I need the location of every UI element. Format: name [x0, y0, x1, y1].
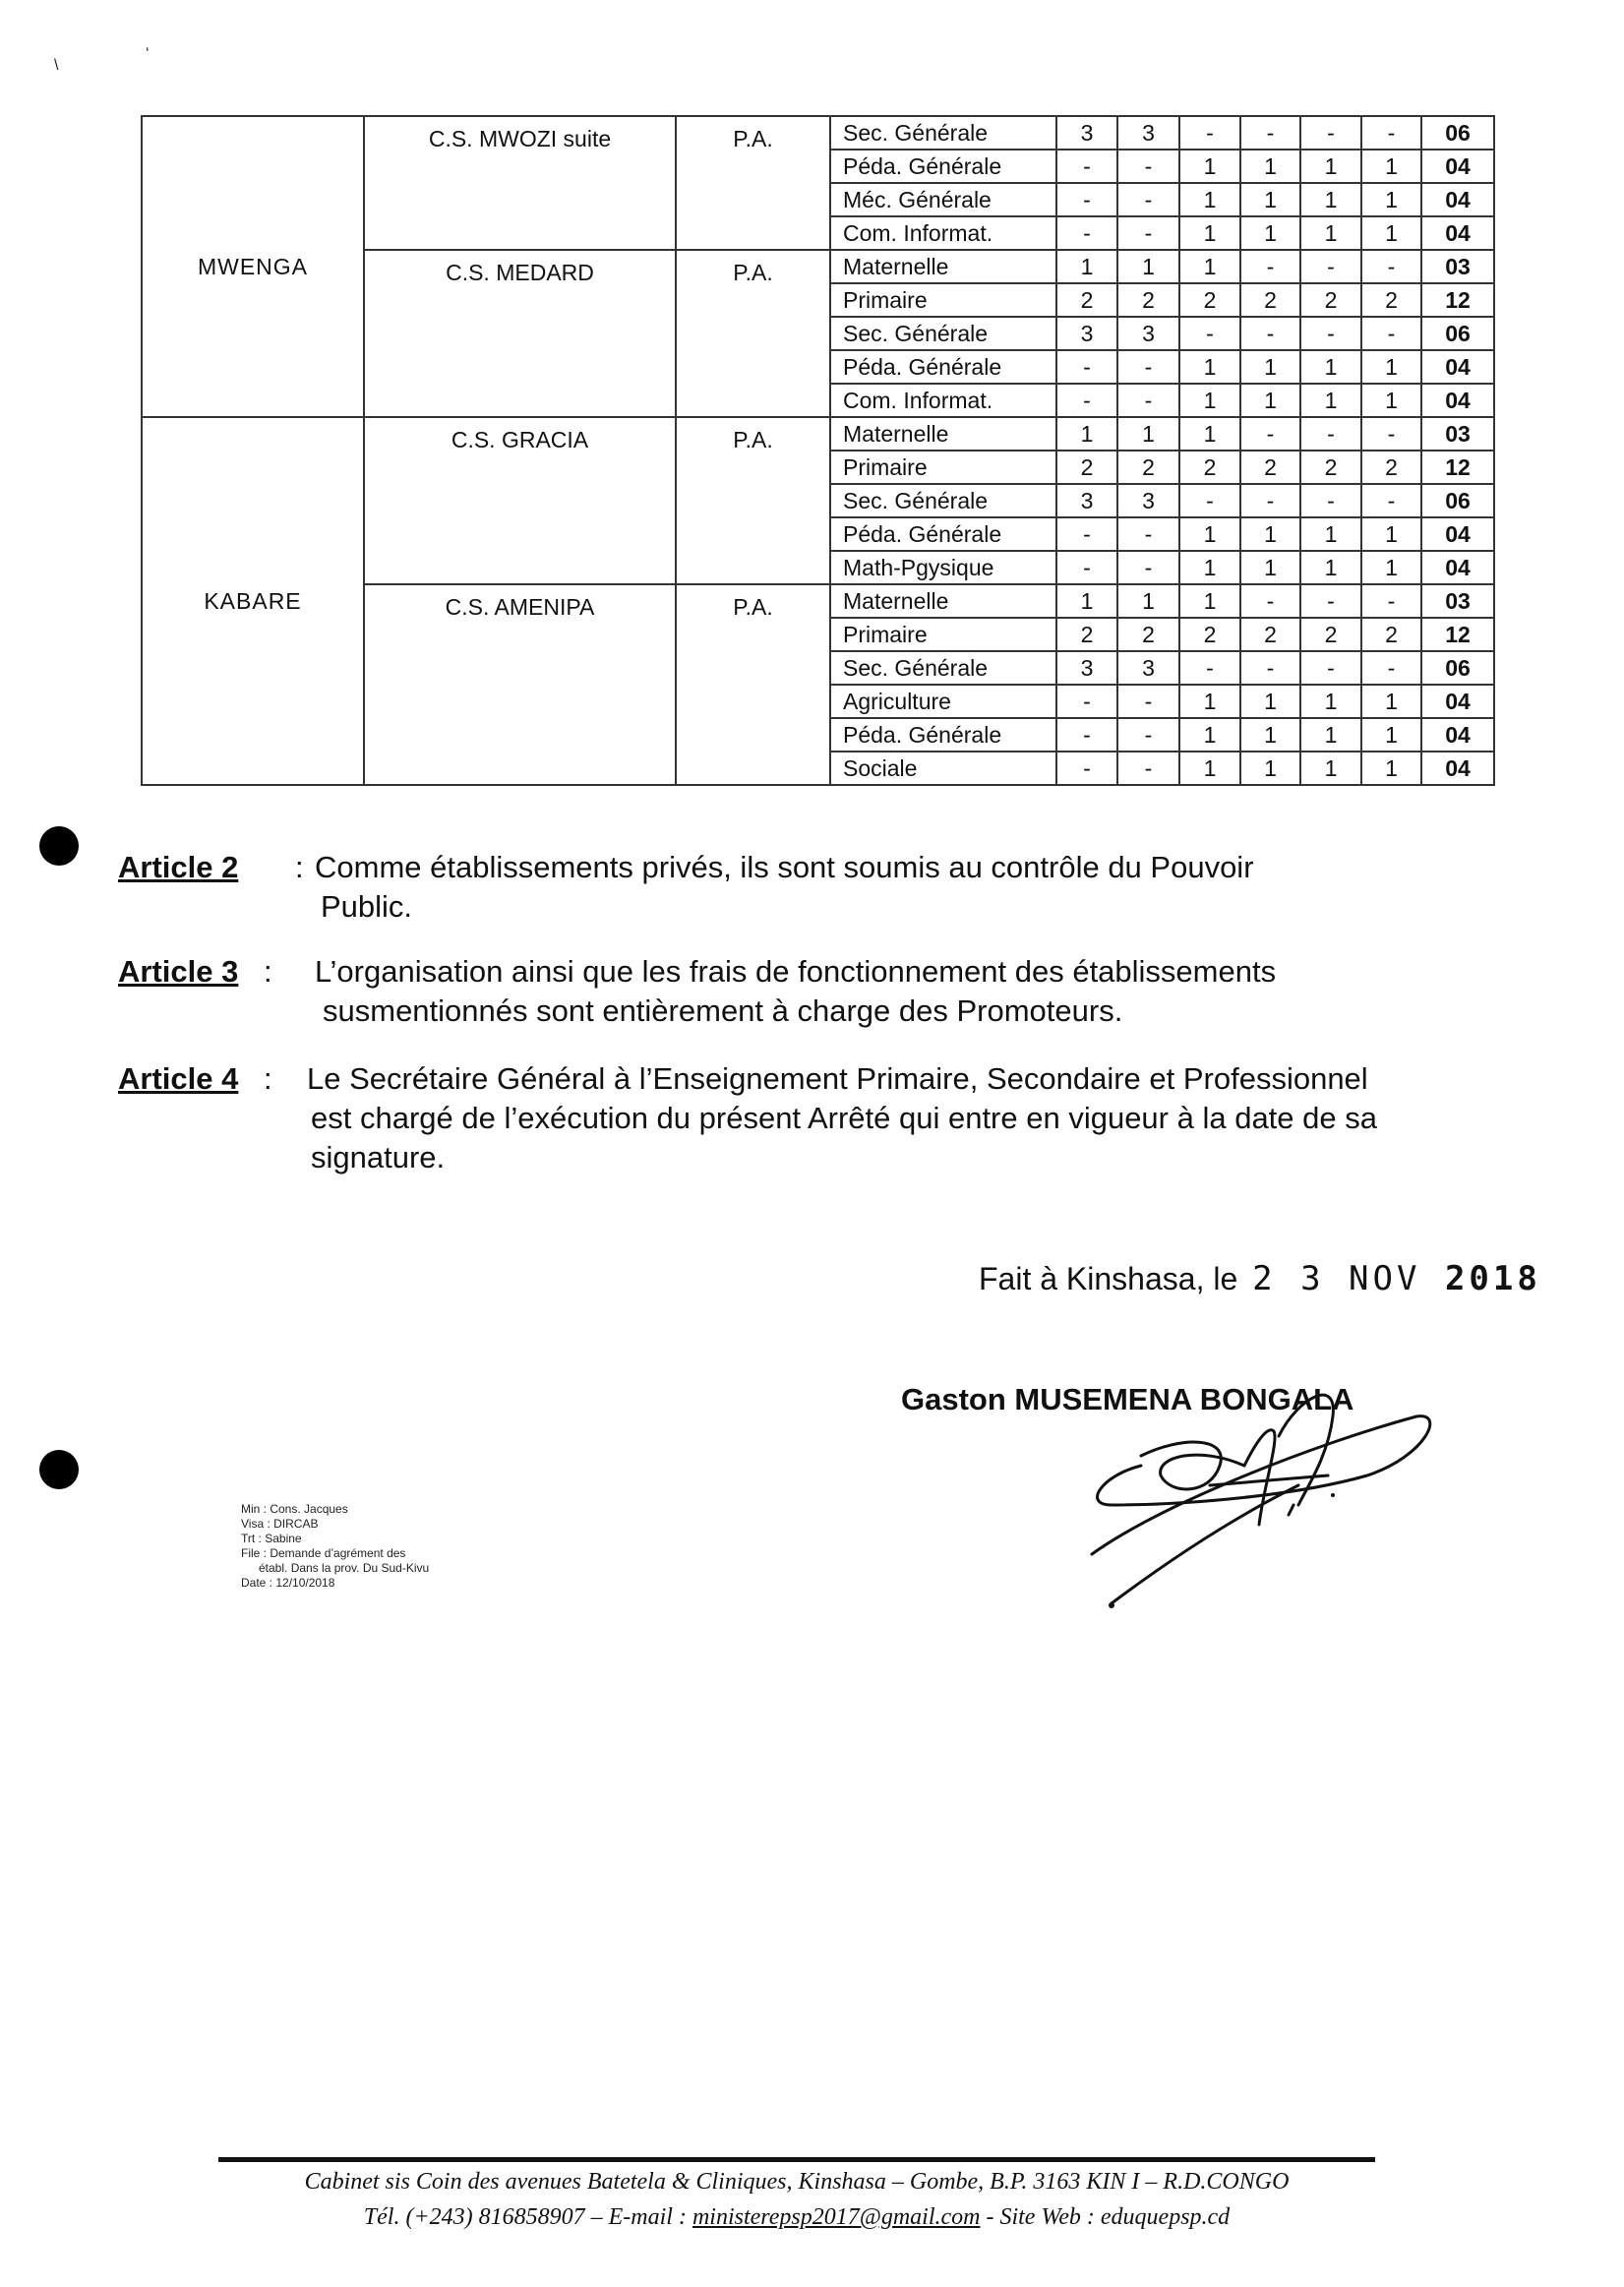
routing-visa: Visa : DIRCAB — [241, 1517, 319, 1531]
option-cell: Math-Pgysique — [830, 551, 1056, 584]
class-count-cell: - — [1117, 685, 1179, 718]
class-count-cell: 1 — [1179, 384, 1240, 417]
class-count-cell: 1 — [1361, 216, 1421, 250]
scan-mark-left: \ — [54, 57, 59, 74]
class-count-cell: - — [1300, 417, 1361, 451]
total-cell: 04 — [1421, 551, 1494, 584]
class-count-cell: - — [1361, 651, 1421, 685]
article-line: signature. — [311, 1140, 446, 1174]
class-count-cell: - — [1300, 250, 1361, 283]
class-count-cell: 1 — [1300, 752, 1361, 785]
class-count-cell: 1 — [1056, 584, 1117, 618]
total-cell: 12 — [1421, 451, 1494, 484]
class-count-cell: - — [1300, 651, 1361, 685]
routing-file: File : Demande d’agrément des — [241, 1546, 406, 1560]
class-count-cell: 2 — [1056, 618, 1117, 651]
option-cell: Maternelle — [830, 417, 1056, 451]
class-count-cell: - — [1179, 317, 1240, 350]
class-count-cell: 3 — [1117, 317, 1179, 350]
class-count-cell: - — [1300, 484, 1361, 517]
school-name-cell: C.S. AMENIPA — [364, 584, 676, 785]
date-stamp — [1252, 1259, 1541, 1298]
class-count-cell: - — [1117, 384, 1179, 417]
class-count-cell: - — [1056, 685, 1117, 718]
class-count-cell: - — [1361, 484, 1421, 517]
class-count-cell: - — [1240, 250, 1300, 283]
class-count-cell: - — [1361, 317, 1421, 350]
class-count-cell: 1 — [1179, 150, 1240, 183]
class-count-cell: - — [1361, 116, 1421, 150]
class-count-cell: - — [1240, 116, 1300, 150]
regime-cell: P.A. — [676, 417, 830, 584]
total-cell: 04 — [1421, 350, 1494, 384]
class-count-cell: - — [1179, 116, 1240, 150]
option-cell: Sec. Générale — [830, 651, 1056, 685]
class-count-cell: 1 — [1361, 183, 1421, 216]
option-cell: Péda. Générale — [830, 517, 1056, 551]
footer-email-link[interactable]: ministerepsp2017@gmail.com — [692, 2204, 981, 2230]
class-count-cell: - — [1117, 350, 1179, 384]
class-count-cell: 1 — [1117, 417, 1179, 451]
class-count-cell: - — [1117, 183, 1179, 216]
option-cell: Sociale — [830, 752, 1056, 785]
total-cell: 12 — [1421, 283, 1494, 317]
class-count-cell: 2 — [1179, 618, 1240, 651]
class-count-cell: 2 — [1361, 283, 1421, 317]
option-cell: Péda. Générale — [830, 718, 1056, 752]
routing-date: Date : 12/10/2018 — [241, 1576, 335, 1590]
class-count-cell: 1 — [1240, 517, 1300, 551]
class-count-cell: 1 — [1300, 216, 1361, 250]
option-cell: Maternelle — [830, 584, 1056, 618]
article-colon: : — [264, 954, 272, 989]
option-cell: Sec. Générale — [830, 484, 1056, 517]
footer-website: - Site Web : eduquepsp.cd — [980, 2204, 1231, 2230]
class-count-cell: 1 — [1117, 584, 1179, 618]
territory-cell: KABARE — [142, 417, 364, 785]
class-count-cell: 2 — [1117, 283, 1179, 317]
total-cell: 04 — [1421, 718, 1494, 752]
class-count-cell: 1 — [1179, 584, 1240, 618]
class-count-cell: 1 — [1361, 150, 1421, 183]
scan-mark-right: ‘ — [146, 45, 150, 62]
class-count-cell: 1 — [1179, 551, 1240, 584]
article-line: susmentionnés sont entièrement à charge des Promoteurs. — [323, 993, 1123, 1028]
place-and-date — [979, 1259, 1541, 1298]
class-count-cell: 1 — [1240, 685, 1300, 718]
total-cell: 03 — [1421, 584, 1494, 618]
total-cell: 06 — [1421, 484, 1494, 517]
option-cell: Méc. Générale — [830, 183, 1056, 216]
class-count-cell: - — [1117, 517, 1179, 551]
article-line: L’organisation ainsi que les frais de fonctionnement des établissements — [315, 954, 1277, 989]
class-count-cell: 3 — [1117, 484, 1179, 517]
routing-block — [241, 1502, 429, 1591]
option-cell: Maternelle — [830, 250, 1056, 283]
class-count-cell: 1 — [1240, 551, 1300, 584]
class-count-cell: 2 — [1361, 618, 1421, 651]
total-cell: 12 — [1421, 618, 1494, 651]
class-count-cell: - — [1179, 484, 1240, 517]
class-count-cell: 1 — [1300, 517, 1361, 551]
class-count-cell: 1 — [1179, 350, 1240, 384]
class-count-cell: - — [1117, 718, 1179, 752]
footer-divider — [218, 2157, 1375, 2162]
class-count-cell: 3 — [1056, 484, 1117, 517]
class-count-cell: - — [1240, 584, 1300, 618]
territory-cell: MWENGA — [142, 116, 364, 417]
routing-file-cont: établ. Dans la prov. Du Sud-Kivu — [259, 1561, 430, 1575]
school-name-cell: C.S. MEDARD — [364, 250, 676, 417]
article-line: Comme établissements privés, ils sont soumis au contrôle du Pouvoir — [315, 850, 1254, 884]
class-count-cell: 1 — [1300, 350, 1361, 384]
class-count-cell: - — [1117, 150, 1179, 183]
class-count-cell: - — [1361, 584, 1421, 618]
footer — [218, 2164, 1375, 2235]
total-cell: 03 — [1421, 250, 1494, 283]
class-count-cell: - — [1056, 350, 1117, 384]
punch-hole-top — [39, 826, 79, 866]
class-count-cell: 1 — [1300, 685, 1361, 718]
class-count-cell: 1 — [1240, 384, 1300, 417]
total-cell: 04 — [1421, 150, 1494, 183]
class-count-cell: 1 — [1117, 250, 1179, 283]
class-count-cell: 1 — [1300, 551, 1361, 584]
class-count-cell: 1 — [1179, 417, 1240, 451]
class-count-cell: - — [1056, 216, 1117, 250]
article-line: est chargé de l’exécution du présent Arrêté qui entre en vigueur à la date de sa — [311, 1101, 1377, 1135]
class-count-cell: - — [1117, 551, 1179, 584]
class-count-cell: 2 — [1117, 618, 1179, 651]
class-count-cell: 1 — [1361, 685, 1421, 718]
total-cell: 04 — [1421, 685, 1494, 718]
class-count-cell: 2 — [1240, 283, 1300, 317]
article-colon: : — [264, 1061, 272, 1096]
total-cell: 03 — [1421, 417, 1494, 451]
class-count-cell: 1 — [1300, 718, 1361, 752]
total-cell: 04 — [1421, 216, 1494, 250]
handwritten-signature — [1072, 1357, 1446, 1653]
place-text: Fait à Kinshasa, le — [979, 1261, 1238, 1296]
class-count-cell: - — [1361, 250, 1421, 283]
total-cell: 06 — [1421, 317, 1494, 350]
class-count-cell: 2 — [1300, 283, 1361, 317]
class-count-cell: 2 — [1240, 451, 1300, 484]
school-name-cell: C.S. GRACIA — [364, 417, 676, 584]
class-count-cell: 1 — [1361, 517, 1421, 551]
class-count-cell: 1 — [1240, 350, 1300, 384]
routing-trt: Trt : Sabine — [241, 1532, 302, 1545]
class-count-cell: 1 — [1240, 752, 1300, 785]
class-count-cell: 1 — [1056, 250, 1117, 283]
class-count-cell: 2 — [1300, 618, 1361, 651]
class-count-cell: 1 — [1240, 150, 1300, 183]
class-count-cell: - — [1240, 417, 1300, 451]
article-colon: : — [295, 850, 304, 884]
class-count-cell: 1 — [1179, 216, 1240, 250]
footer-address: Cabinet sis Coin des avenues Batetela & Cliniques, Kinshasa – Gombe, B.P. 3163 KIN I – R.D.CONGO — [304, 2169, 1290, 2195]
class-count-cell: 1 — [1300, 183, 1361, 216]
class-count-cell: - — [1300, 116, 1361, 150]
signatory-name: Gaston MUSEMENA BONGALA — [901, 1382, 1354, 1416]
option-cell: Péda. Générale — [830, 150, 1056, 183]
class-count-cell: 2 — [1300, 451, 1361, 484]
table-row — [142, 116, 1494, 150]
total-cell: 06 — [1421, 651, 1494, 685]
date-stamp-day: 2 3 — [1252, 1259, 1325, 1298]
class-count-cell: 1 — [1179, 250, 1240, 283]
class-count-cell: - — [1300, 584, 1361, 618]
total-cell: 04 — [1421, 752, 1494, 785]
article-label: Article 3 — [118, 954, 239, 989]
class-count-cell: 1 — [1240, 183, 1300, 216]
class-count-cell: 1 — [1179, 183, 1240, 216]
option-cell: Primaire — [830, 618, 1056, 651]
article-line: Le Secrétaire Général à l’Enseignement Primaire, Secondaire et Professionnel — [307, 1061, 1368, 1096]
table-row — [142, 417, 1494, 451]
footer-phone: Tél. (+243) 816858907 – E-mail : — [363, 2204, 692, 2230]
total-cell: 06 — [1421, 116, 1494, 150]
option-cell: Péda. Générale — [830, 350, 1056, 384]
class-count-cell: 2 — [1179, 283, 1240, 317]
class-count-cell: - — [1056, 752, 1117, 785]
date-stamp-year: 2018 — [1444, 1259, 1541, 1298]
class-count-cell: 3 — [1056, 116, 1117, 150]
option-cell: Com. Informat. — [830, 384, 1056, 417]
class-count-cell: - — [1056, 183, 1117, 216]
regime-cell: P.A. — [676, 584, 830, 785]
class-count-cell: - — [1240, 317, 1300, 350]
class-count-cell: 1 — [1300, 150, 1361, 183]
class-count-cell: 2 — [1056, 451, 1117, 484]
class-count-cell: 1 — [1179, 752, 1240, 785]
class-count-cell: 1 — [1361, 718, 1421, 752]
schools-table — [141, 115, 1495, 786]
class-count-cell: 3 — [1056, 651, 1117, 685]
footer-contact — [218, 2199, 1375, 2235]
class-count-cell: 1 — [1361, 350, 1421, 384]
class-count-cell: - — [1117, 752, 1179, 785]
option-cell: Primaire — [830, 451, 1056, 484]
class-count-cell: 2 — [1117, 451, 1179, 484]
article-label: Article 4 — [118, 1061, 239, 1096]
class-count-cell: 1 — [1361, 551, 1421, 584]
class-count-cell: - — [1056, 150, 1117, 183]
class-count-cell: 1 — [1179, 517, 1240, 551]
school-name-cell: C.S. MWOZI suite — [364, 116, 676, 250]
class-count-cell: - — [1056, 551, 1117, 584]
routing-min: Min : Cons. Jacques — [241, 1502, 348, 1516]
class-count-cell: - — [1240, 484, 1300, 517]
class-count-cell: - — [1240, 651, 1300, 685]
class-count-cell: 2 — [1056, 283, 1117, 317]
class-count-cell: 1 — [1179, 718, 1240, 752]
regime-cell: P.A. — [676, 250, 830, 417]
total-cell: 04 — [1421, 384, 1494, 417]
class-count-cell: - — [1179, 651, 1240, 685]
regime-cell: P.A. — [676, 116, 830, 250]
class-count-cell: 3 — [1056, 317, 1117, 350]
article-label: Article 2 — [118, 850, 239, 884]
article-line: Public. — [321, 889, 413, 924]
class-count-cell: 1 — [1361, 384, 1421, 417]
class-count-cell: 1 — [1361, 752, 1421, 785]
class-count-cell: 2 — [1240, 618, 1300, 651]
class-count-cell: 3 — [1117, 116, 1179, 150]
class-count-cell: - — [1361, 417, 1421, 451]
class-count-cell: - — [1056, 718, 1117, 752]
class-count-cell: 3 — [1117, 651, 1179, 685]
class-count-cell: 1 — [1300, 384, 1361, 417]
total-cell: 04 — [1421, 517, 1494, 551]
punch-hole-bottom — [39, 1450, 79, 1489]
class-count-cell: 1 — [1056, 417, 1117, 451]
class-count-cell: 2 — [1361, 451, 1421, 484]
class-count-cell: - — [1056, 384, 1117, 417]
class-count-cell: 1 — [1240, 718, 1300, 752]
option-cell: Sec. Générale — [830, 116, 1056, 150]
option-cell: Agriculture — [830, 685, 1056, 718]
class-count-cell: 2 — [1179, 451, 1240, 484]
class-count-cell: - — [1056, 517, 1117, 551]
class-count-cell: 1 — [1179, 685, 1240, 718]
class-count-cell: - — [1300, 317, 1361, 350]
total-cell: 04 — [1421, 183, 1494, 216]
option-cell: Sec. Générale — [830, 317, 1056, 350]
date-stamp-month: NOV — [1349, 1259, 1421, 1298]
class-count-cell: 1 — [1240, 216, 1300, 250]
option-cell: Primaire — [830, 283, 1056, 317]
option-cell: Com. Informat. — [830, 216, 1056, 250]
class-count-cell: - — [1117, 216, 1179, 250]
